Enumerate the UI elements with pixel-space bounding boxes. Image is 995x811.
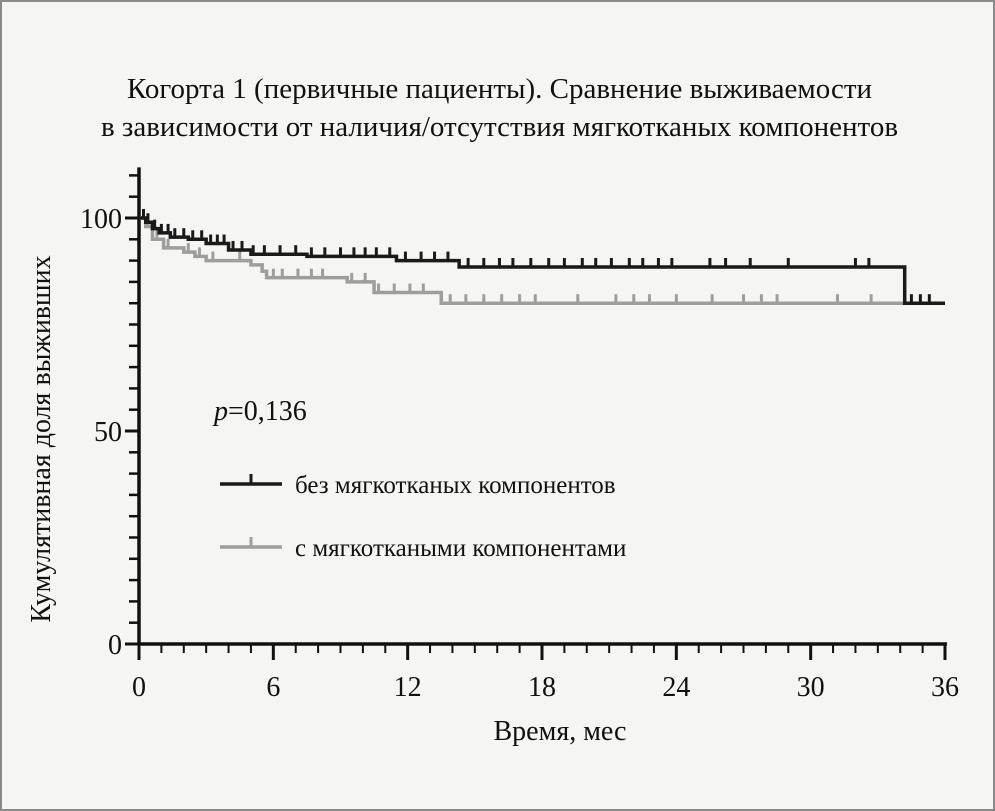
survival-curve xyxy=(139,218,945,303)
p-symbol: p xyxy=(214,396,228,427)
series-black xyxy=(139,209,945,304)
km-chart xyxy=(2,2,993,809)
legend-label-black: без мягкотканых компонентов xyxy=(295,472,616,499)
y-tick-label: 0 xyxy=(108,630,122,661)
x-tick-label: 24 xyxy=(662,672,691,703)
x-axis-title: Время, мес xyxy=(493,716,627,747)
legend-item-gray xyxy=(220,535,626,562)
p-value: =0,136 xyxy=(228,396,307,427)
x-tick-label: 0 xyxy=(132,672,146,703)
x-tick-label: 12 xyxy=(393,672,422,703)
series-gray xyxy=(139,218,945,305)
x-tick-label: 6 xyxy=(266,672,281,703)
p-value-annotation xyxy=(212,396,307,427)
y-tick-label: 50 xyxy=(94,417,122,448)
legend xyxy=(220,472,626,562)
chart-title-line1: Когорта 1 (первичные пациенты). Сравнение выживаемости xyxy=(126,73,873,105)
survival-curve xyxy=(139,218,945,303)
y-axis-title: Кумулятивная доля выживших xyxy=(26,255,57,623)
axes xyxy=(80,167,959,703)
x-tick-label: 30 xyxy=(796,672,825,703)
legend-item-black xyxy=(220,472,616,499)
x-tick-label: 18 xyxy=(528,672,556,703)
legend-label-gray: с мягкоткаными компонентами xyxy=(295,535,627,562)
y-tick-label: 100 xyxy=(80,204,122,235)
series-layer xyxy=(139,209,945,304)
x-tick-label: 36 xyxy=(931,672,959,703)
chart-title-line2: в зависимости от наличия/отсутствия мягкотканых компонентов xyxy=(100,111,899,143)
